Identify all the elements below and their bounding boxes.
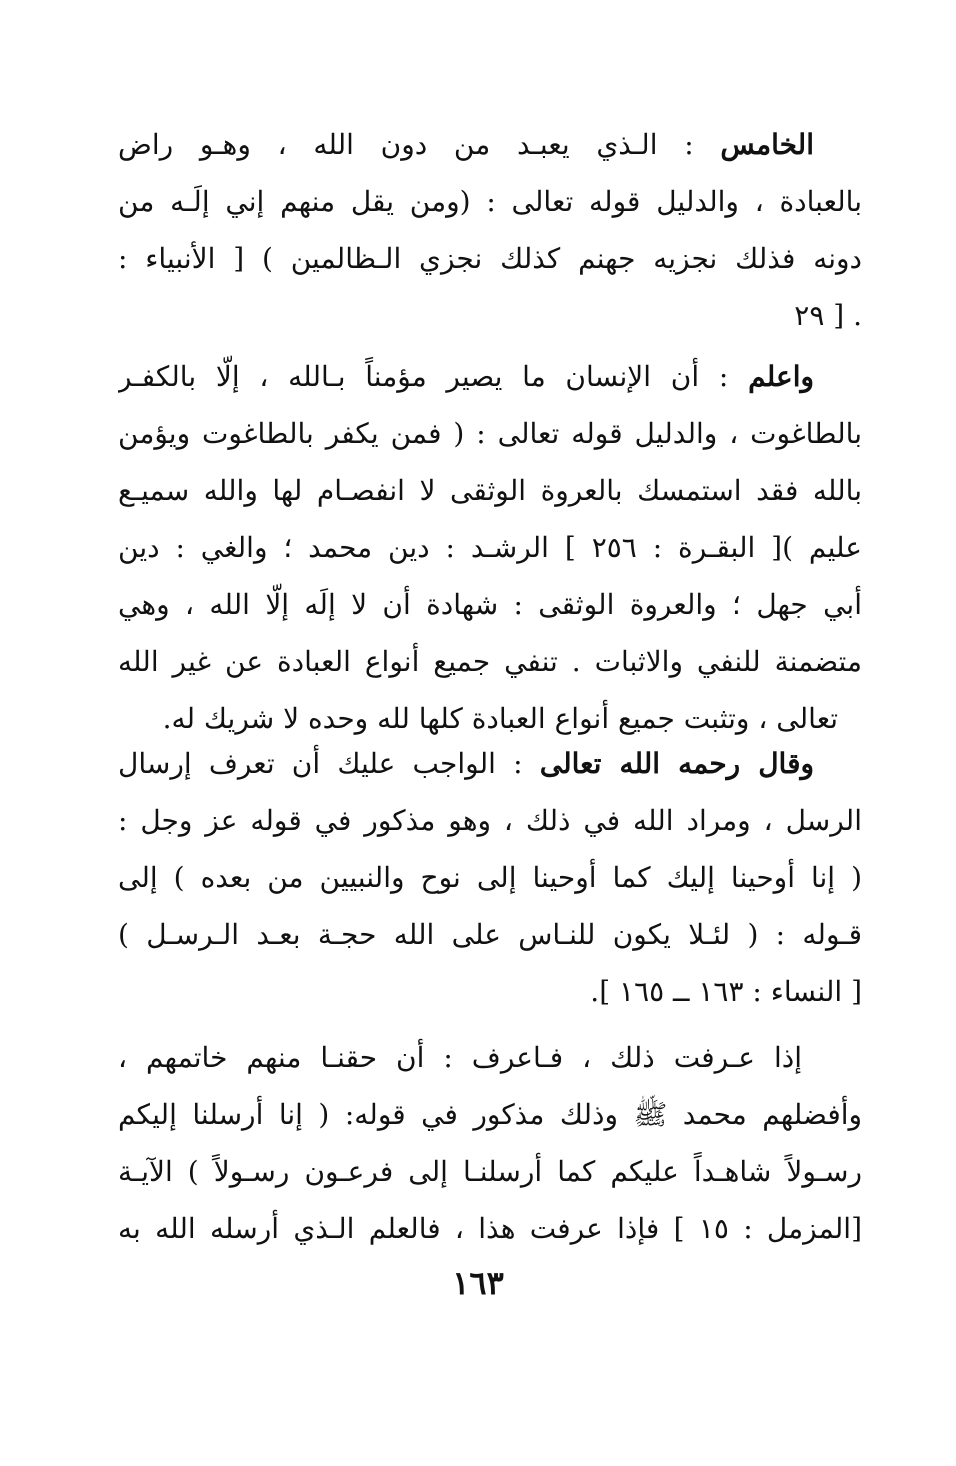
text-line <box>118 116 862 173</box>
paragraph-seal-of-messengers <box>118 1029 862 1257</box>
paragraph-lead-word: واعلم <box>748 360 814 393</box>
paragraph-fifth-category <box>118 116 862 344</box>
text-segment: : الواجب عليك أن تعرف إرسال <box>118 747 523 780</box>
text-segment: : أن الإنسان ما يصير مؤمناً بـالله ، إلّا بالكفـر <box>118 360 729 393</box>
paragraph-lead-word: وقال رحمه الله تعالى <box>539 747 814 780</box>
text-line: [ النساء : ١٦٣ ــ ١٦٥ ]. <box>590 975 862 1008</box>
text-line: قـوله : ( لئـلا يكون للنـاس على الله حجـة بعـد الـرسـل ) <box>118 918 862 951</box>
text-line: الرسل ، ومراد الله في ذلك ، وهو مذكور في قوله عز وجل : <box>118 804 862 837</box>
text-line: [المزمل : ١٥ ] فإذا عرفت هذا ، فالعلم الـذي أرسله الله به <box>118 1212 862 1245</box>
text-line: إذا عـرفت ذلك ، فـاعرف : أن حقنـا منهم خاتمهم ، <box>118 1041 802 1074</box>
text-line: بالعبادة ، والدليل قوله تعالى : (ومن يقل منهم إني إلَـه من <box>118 185 862 218</box>
page-number: ١٦٣ <box>452 1264 504 1302</box>
text-line: أبي جهل ؛ والعروة الوثقى : شهادة أن لا إلَه إلّا الله ، وهي <box>118 588 862 621</box>
text-line: وأفضلهم محمد ﷺ وذلك مذكور في قوله: ( إنا أرسلنا إليكم <box>118 1098 862 1131</box>
text-line: رسـولاً شاهـداً عليكم كما أرسلنـا إلى فرعـون رسـولاً ) الآيـة <box>118 1155 862 1188</box>
text-line: عليم )[ البقـرة : ٢٥٦ ] الرشـد : دين محمد ؛ والغي : دين <box>118 531 862 564</box>
text-line: تعالى ، وتثبت جميع أنواع العبادة كلها لله وحده لا شريك له. <box>162 702 838 735</box>
text-line: . [ ٢٩ <box>794 299 862 332</box>
text-line <box>118 348 862 405</box>
text-segment: : الـذي يعبـد من دون الله ، وهـو راض <box>118 128 694 161</box>
text-line: متضمنة للنفي والاثبات . تنفي جميع أنواع العبادة عن غير الله <box>118 645 862 678</box>
text-line: بالطاغوت ، والدليل قوله تعالى : ( فمن يكفر بالطاغوت ويؤمن <box>118 417 862 450</box>
paragraph-lead-word: الخامس <box>720 128 814 161</box>
text-line: دونه فذلك نجزيه جهنم كذلك نجزي الـظالمين ) [ الأنبياء : <box>118 242 862 275</box>
paragraph-know-that <box>118 348 862 747</box>
text-line: بالله فقد استمسك بالعروة الوثقى لا انفصـام لها والله سميـع <box>118 474 862 507</box>
text-line: ( إنا أوحينا إليك كما أوحينا إلى نوح والنبيين من بعده ) إلى <box>118 861 862 894</box>
text-line <box>118 735 862 792</box>
paragraph-sending-messengers <box>118 735 862 1020</box>
